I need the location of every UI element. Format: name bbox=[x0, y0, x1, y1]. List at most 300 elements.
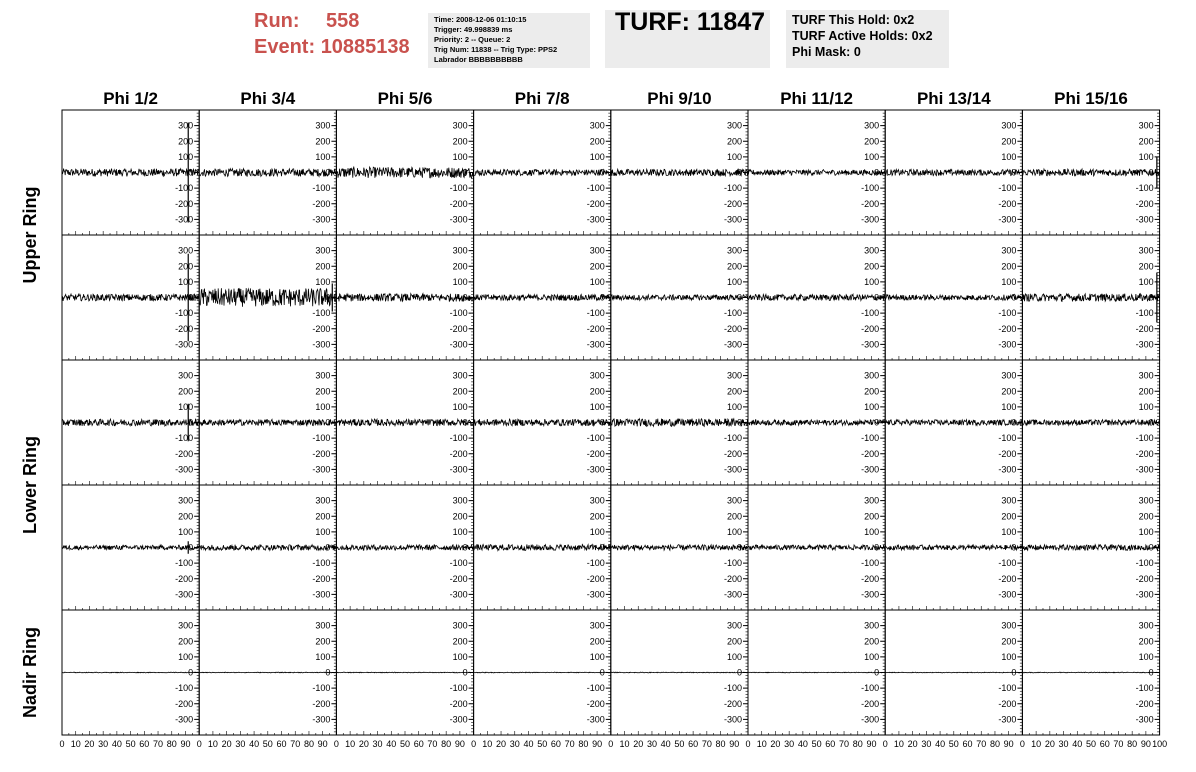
y-tick-label: 200 bbox=[1138, 386, 1154, 397]
y-tick-label: -200 bbox=[449, 323, 468, 334]
y-tick-label: 300 bbox=[1001, 370, 1017, 381]
y-tick-label: 200 bbox=[589, 261, 605, 272]
x-tick-label: 30 bbox=[1058, 739, 1069, 749]
y-tick-label: 100 bbox=[315, 526, 331, 537]
x-tick-label: 60 bbox=[139, 739, 150, 749]
x-tick-label: 60 bbox=[550, 739, 561, 749]
y-tick-label: 200 bbox=[315, 386, 331, 397]
y-tick-label: 0 bbox=[736, 667, 742, 678]
x-tick-label: 0 bbox=[608, 739, 614, 749]
x-tick-label: 20 bbox=[633, 739, 644, 749]
x-tick-label: 30 bbox=[372, 739, 383, 749]
waveform-trace bbox=[474, 544, 611, 550]
x-tick-label: 90 bbox=[454, 739, 465, 749]
x-tick-label: 60 bbox=[276, 739, 287, 749]
y-tick-label: 100 bbox=[726, 401, 742, 412]
x-tick-label: 100 bbox=[1152, 739, 1168, 749]
y-tick-label: 100 bbox=[864, 151, 880, 162]
x-tick-label: 30 bbox=[98, 739, 109, 749]
trigger-priority: Priority: 2 -- Queue: 2 bbox=[434, 35, 511, 44]
y-tick-label: 200 bbox=[726, 386, 742, 397]
x-tick-label: 70 bbox=[1113, 739, 1124, 749]
y-tick-label: -200 bbox=[998, 198, 1017, 209]
y-tick-label: -100 bbox=[175, 183, 194, 194]
y-tick-label: -200 bbox=[998, 448, 1017, 459]
waveform-trace bbox=[1022, 542, 1159, 553]
y-tick-label: 300 bbox=[452, 370, 468, 381]
y-tick-label: -100 bbox=[175, 683, 194, 694]
y-tick-label: 200 bbox=[864, 136, 880, 147]
y-tick-label: 300 bbox=[178, 120, 194, 131]
run-value: 558 bbox=[326, 10, 360, 32]
y-tick-label: -100 bbox=[723, 433, 742, 444]
y-tick-label: -200 bbox=[1135, 323, 1154, 334]
y-tick-label: 0 bbox=[736, 417, 742, 428]
x-tick-label: 80 bbox=[1127, 739, 1138, 749]
y-tick-label: 200 bbox=[178, 136, 194, 147]
y-tick-label: -100 bbox=[861, 183, 880, 194]
y-tick-label: 0 bbox=[188, 667, 194, 678]
y-tick-label: -300 bbox=[998, 339, 1017, 350]
y-tick-label: -300 bbox=[449, 714, 468, 725]
y-tick-label: 300 bbox=[178, 370, 194, 381]
y-tick-label: 0 bbox=[325, 667, 331, 678]
y-tick-label: 0 bbox=[1011, 167, 1017, 178]
x-tick-label: 30 bbox=[509, 739, 520, 749]
y-tick-label: -100 bbox=[449, 558, 468, 569]
waveform-trace bbox=[62, 419, 199, 426]
y-tick-label: -100 bbox=[1135, 433, 1154, 444]
x-tick-label: 0 bbox=[333, 739, 339, 749]
y-tick-label: 100 bbox=[589, 526, 605, 537]
y-tick-label: -300 bbox=[586, 589, 605, 600]
waveform-trace bbox=[611, 292, 748, 303]
waveform-trace bbox=[611, 542, 748, 553]
waveform-trace bbox=[611, 672, 748, 673]
x-tick-label: 50 bbox=[674, 739, 685, 749]
y-tick-label: -100 bbox=[175, 558, 194, 569]
y-tick-label: -200 bbox=[175, 448, 194, 459]
waveform-trace bbox=[199, 169, 336, 177]
y-tick-label: 300 bbox=[864, 120, 880, 131]
y-tick-label: 100 bbox=[726, 151, 742, 162]
phi-mask: Phi Mask: 0 bbox=[792, 45, 861, 59]
x-tick-label: 90 bbox=[592, 739, 603, 749]
x-tick-label: 30 bbox=[784, 739, 795, 749]
x-tick-label: 0 bbox=[1019, 739, 1025, 749]
x-tick-label: 20 bbox=[84, 739, 95, 749]
waveform-trace bbox=[199, 288, 336, 307]
waveform-trace bbox=[748, 294, 885, 300]
y-tick-label: -200 bbox=[449, 198, 468, 209]
y-tick-label: 0 bbox=[599, 667, 605, 678]
y-tick-label: 100 bbox=[589, 651, 605, 662]
y-tick-label: -300 bbox=[998, 214, 1017, 225]
y-tick-label: 200 bbox=[589, 636, 605, 647]
y-tick-label: -100 bbox=[175, 433, 194, 444]
y-tick-label: 100 bbox=[452, 276, 468, 287]
y-tick-label: 300 bbox=[1001, 620, 1017, 631]
waveform-trace bbox=[62, 294, 199, 301]
y-tick-label: -300 bbox=[861, 464, 880, 475]
y-tick-label: 100 bbox=[726, 276, 742, 287]
y-tick-label: 200 bbox=[864, 511, 880, 522]
y-tick-label: 300 bbox=[589, 120, 605, 131]
x-tick-label: 60 bbox=[688, 739, 699, 749]
waveform-trace bbox=[1022, 672, 1159, 673]
y-tick-label: 200 bbox=[1138, 136, 1154, 147]
y-tick-label: 200 bbox=[452, 261, 468, 272]
y-tick-label: -300 bbox=[723, 464, 742, 475]
y-tick-label: 200 bbox=[452, 511, 468, 522]
y-tick-label: -200 bbox=[175, 698, 194, 709]
x-tick-label: 30 bbox=[646, 739, 657, 749]
y-tick-label: -200 bbox=[449, 573, 468, 584]
y-tick-label: -200 bbox=[449, 698, 468, 709]
x-tick-label: 80 bbox=[852, 739, 863, 749]
y-tick-label: -100 bbox=[998, 308, 1017, 319]
y-tick-label: 100 bbox=[589, 401, 605, 412]
y-tick-label: 200 bbox=[726, 636, 742, 647]
x-tick-label: 20 bbox=[496, 739, 507, 749]
y-tick-label: 200 bbox=[452, 636, 468, 647]
column-label-1: Phi 1/2 bbox=[103, 89, 159, 108]
y-tick-label: 100 bbox=[315, 151, 331, 162]
x-tick-label: 50 bbox=[811, 739, 822, 749]
y-tick-label: 300 bbox=[315, 620, 331, 631]
y-tick-label: 300 bbox=[1001, 495, 1017, 506]
y-tick-label: 200 bbox=[726, 136, 742, 147]
y-tick-label: 0 bbox=[1148, 292, 1154, 303]
y-tick-label: -200 bbox=[312, 448, 331, 459]
waveform-trace bbox=[885, 417, 1022, 428]
y-tick-label: 0 bbox=[325, 417, 331, 428]
y-tick-label: 0 bbox=[325, 167, 331, 178]
y-tick-label: -200 bbox=[586, 448, 605, 459]
y-tick-label: 0 bbox=[462, 667, 468, 678]
x-tick-label: 90 bbox=[866, 739, 877, 749]
y-tick-label: 0 bbox=[325, 542, 331, 553]
y-tick-label: 0 bbox=[736, 167, 742, 178]
y-tick-label: 100 bbox=[726, 526, 742, 537]
x-tick-label: 90 bbox=[317, 739, 328, 749]
x-tick-label: 60 bbox=[825, 739, 836, 749]
x-tick-label: 40 bbox=[249, 739, 260, 749]
y-tick-label: -300 bbox=[175, 589, 194, 600]
y-tick-label: 100 bbox=[589, 151, 605, 162]
waveform-trace bbox=[748, 167, 885, 178]
y-tick-label: -200 bbox=[1135, 573, 1154, 584]
trigger-number: Trig Num: 11838 -- Trig Type: PPS2 bbox=[434, 45, 558, 54]
y-tick-label: 100 bbox=[1001, 526, 1017, 537]
y-tick-label: -100 bbox=[861, 558, 880, 569]
x-tick-label: 70 bbox=[701, 739, 712, 749]
y-tick-label: -200 bbox=[723, 198, 742, 209]
y-tick-label: 300 bbox=[1001, 245, 1017, 256]
y-tick-label: 200 bbox=[864, 636, 880, 647]
waveform-trace bbox=[748, 417, 885, 428]
y-tick-label: 100 bbox=[1138, 276, 1154, 287]
ring-label-3: Nadir Ring bbox=[20, 626, 40, 719]
x-tick-label: 90 bbox=[729, 739, 740, 749]
y-tick-label: 200 bbox=[178, 636, 194, 647]
y-tick-label: 0 bbox=[599, 167, 605, 178]
x-tick-label: 50 bbox=[125, 739, 136, 749]
y-tick-label: 200 bbox=[178, 511, 194, 522]
y-tick-label: 300 bbox=[315, 245, 331, 256]
y-tick-label: 300 bbox=[452, 245, 468, 256]
waveform-trace bbox=[199, 672, 336, 673]
y-tick-label: -200 bbox=[175, 573, 194, 584]
y-tick-label: -200 bbox=[1135, 448, 1154, 459]
y-tick-label: -300 bbox=[1135, 464, 1154, 475]
x-tick-label: 40 bbox=[1072, 739, 1083, 749]
waveform-trace bbox=[199, 542, 336, 553]
waveform-trace bbox=[1022, 417, 1159, 428]
column-label-3: Phi 5/6 bbox=[377, 89, 433, 108]
y-tick-label: 100 bbox=[589, 276, 605, 287]
y-tick-label: -100 bbox=[312, 683, 331, 694]
column-label-8: Phi 15/16 bbox=[1054, 89, 1128, 108]
y-tick-label: -200 bbox=[998, 698, 1017, 709]
y-tick-label: 300 bbox=[1138, 495, 1154, 506]
y-tick-label: 300 bbox=[726, 120, 742, 131]
x-tick-label: 80 bbox=[303, 739, 314, 749]
x-tick-label: 20 bbox=[221, 739, 232, 749]
y-tick-label: -300 bbox=[861, 339, 880, 350]
y-tick-label: 200 bbox=[726, 511, 742, 522]
x-tick-label: 20 bbox=[907, 739, 918, 749]
y-tick-label: -200 bbox=[723, 323, 742, 334]
y-tick-label: -300 bbox=[312, 714, 331, 725]
x-tick-label: 40 bbox=[935, 739, 946, 749]
y-tick-label: 100 bbox=[1138, 151, 1154, 162]
y-tick-label: -300 bbox=[449, 214, 468, 225]
y-tick-label: 300 bbox=[726, 495, 742, 506]
y-tick-label: -100 bbox=[586, 558, 605, 569]
y-tick-label: 0 bbox=[1011, 417, 1017, 428]
y-tick-label: -300 bbox=[723, 714, 742, 725]
x-tick-label: 90 bbox=[1140, 739, 1151, 749]
y-tick-label: -100 bbox=[1135, 308, 1154, 319]
waveform-trace bbox=[748, 545, 885, 550]
column-label-7: Phi 13/14 bbox=[916, 89, 991, 108]
y-tick-label: 100 bbox=[315, 401, 331, 412]
y-tick-label: 200 bbox=[589, 386, 605, 397]
waveform-trace bbox=[336, 672, 473, 673]
y-tick-label: 100 bbox=[1001, 276, 1017, 287]
y-tick-label: -300 bbox=[1135, 339, 1154, 350]
y-tick-label: -200 bbox=[861, 323, 880, 334]
column-label-5: Phi 9/10 bbox=[647, 89, 712, 108]
y-tick-label: -200 bbox=[312, 323, 331, 334]
y-tick-label: -300 bbox=[449, 464, 468, 475]
y-tick-label: -200 bbox=[723, 448, 742, 459]
y-tick-label: 100 bbox=[178, 526, 194, 537]
y-tick-label: 0 bbox=[736, 542, 742, 553]
column-label-6: Phi 11/12 bbox=[780, 89, 853, 108]
turf-active-holds: TURF Active Holds: 0x2 bbox=[792, 29, 933, 43]
y-tick-label: -300 bbox=[1135, 589, 1154, 600]
y-tick-label: 200 bbox=[1138, 511, 1154, 522]
y-tick-label: -300 bbox=[586, 214, 605, 225]
x-tick-label: 80 bbox=[989, 739, 1000, 749]
x-tick-label: 70 bbox=[564, 739, 575, 749]
y-tick-label: 100 bbox=[1001, 651, 1017, 662]
x-tick-label: 90 bbox=[1003, 739, 1014, 749]
y-tick-label: 300 bbox=[178, 620, 194, 631]
y-tick-label: -100 bbox=[449, 183, 468, 194]
x-tick-label: 40 bbox=[797, 739, 808, 749]
x-tick-label: 50 bbox=[399, 739, 411, 749]
y-tick-label: -100 bbox=[723, 183, 742, 194]
y-tick-label: -200 bbox=[723, 698, 742, 709]
waveform-trace bbox=[748, 672, 885, 673]
y-tick-label: -200 bbox=[312, 198, 331, 209]
x-tick-label: 90 bbox=[180, 739, 191, 749]
x-tick-label: 10 bbox=[482, 739, 493, 749]
y-tick-label: -200 bbox=[449, 448, 468, 459]
waveform-trace bbox=[611, 169, 748, 176]
x-tick-label: 10 bbox=[893, 739, 904, 749]
y-tick-label: 0 bbox=[599, 542, 605, 553]
y-tick-label: 0 bbox=[874, 167, 880, 178]
y-tick-label: 200 bbox=[864, 386, 880, 397]
x-tick-label: 70 bbox=[153, 739, 164, 749]
waveform-trace bbox=[885, 169, 1022, 175]
waveform-trace bbox=[885, 292, 1022, 303]
y-tick-label: 200 bbox=[589, 511, 605, 522]
y-tick-label: -100 bbox=[1135, 683, 1154, 694]
y-tick-label: 100 bbox=[1138, 651, 1154, 662]
y-tick-label: 300 bbox=[315, 120, 331, 131]
trigger-period: Trigger: 49.998839 ms bbox=[434, 25, 513, 34]
y-tick-label: -100 bbox=[312, 558, 331, 569]
y-tick-label: -200 bbox=[1135, 198, 1154, 209]
y-tick-label: -300 bbox=[175, 464, 194, 475]
y-tick-label: -300 bbox=[723, 214, 742, 225]
y-tick-label: -100 bbox=[312, 433, 331, 444]
y-tick-label: 0 bbox=[325, 292, 331, 303]
y-tick-label: -200 bbox=[175, 323, 194, 334]
y-tick-label: 300 bbox=[589, 495, 605, 506]
y-tick-label: 200 bbox=[452, 136, 468, 147]
y-tick-label: -300 bbox=[449, 339, 468, 350]
y-tick-label: 100 bbox=[452, 401, 468, 412]
x-tick-label: 40 bbox=[523, 739, 534, 749]
y-tick-label: -300 bbox=[1135, 714, 1154, 725]
y-tick-label: -100 bbox=[312, 308, 331, 319]
y-tick-label: 100 bbox=[452, 151, 468, 162]
y-tick-label: -300 bbox=[998, 589, 1017, 600]
y-tick-label: -200 bbox=[586, 323, 605, 334]
y-tick-label: 300 bbox=[726, 245, 742, 256]
y-tick-label: -300 bbox=[586, 464, 605, 475]
y-tick-label: -200 bbox=[723, 573, 742, 584]
y-tick-label: 300 bbox=[1138, 120, 1154, 131]
x-tick-label: 50 bbox=[537, 739, 548, 749]
y-tick-label: 300 bbox=[1138, 370, 1154, 381]
y-tick-label: -200 bbox=[586, 198, 605, 209]
x-tick-label: 10 bbox=[619, 739, 630, 749]
y-tick-label: 100 bbox=[315, 276, 331, 287]
y-tick-label: 0 bbox=[874, 417, 880, 428]
y-tick-label: 0 bbox=[1148, 417, 1154, 428]
y-tick-label: -300 bbox=[312, 589, 331, 600]
column-label-2: Phi 3/4 bbox=[240, 89, 296, 108]
y-tick-label: 200 bbox=[1138, 261, 1154, 272]
waveform-trace bbox=[336, 542, 473, 553]
y-tick-label: -100 bbox=[998, 433, 1017, 444]
x-tick-label: 20 bbox=[1044, 739, 1055, 749]
y-tick-label: 300 bbox=[589, 620, 605, 631]
x-tick-label: 40 bbox=[111, 739, 122, 749]
y-tick-label: 0 bbox=[874, 292, 880, 303]
y-tick-label: 100 bbox=[864, 526, 880, 537]
waveform-trace bbox=[474, 419, 611, 426]
x-tick-label: 30 bbox=[921, 739, 932, 749]
x-tick-label: 0 bbox=[471, 739, 477, 749]
x-tick-label: 80 bbox=[441, 739, 452, 749]
y-tick-label: -200 bbox=[312, 698, 331, 709]
y-tick-label: -300 bbox=[861, 714, 880, 725]
y-tick-label: -300 bbox=[586, 339, 605, 350]
y-tick-label: 300 bbox=[178, 245, 194, 256]
x-tick-label: 70 bbox=[839, 739, 850, 749]
y-tick-label: 0 bbox=[874, 667, 880, 678]
waveform-trace bbox=[611, 419, 748, 427]
y-tick-label: 0 bbox=[462, 542, 468, 553]
x-tick-label: 20 bbox=[358, 739, 369, 749]
y-tick-label: 300 bbox=[1138, 620, 1154, 631]
y-tick-label: -100 bbox=[998, 683, 1017, 694]
y-tick-label: 0 bbox=[874, 542, 880, 553]
y-tick-label: 0 bbox=[462, 417, 468, 428]
y-tick-label: -300 bbox=[175, 714, 194, 725]
x-tick-label: 60 bbox=[962, 739, 973, 749]
y-tick-label: -300 bbox=[449, 589, 468, 600]
y-tick-label: -300 bbox=[312, 464, 331, 475]
y-tick-label: 300 bbox=[315, 495, 331, 506]
y-tick-label: 200 bbox=[1001, 511, 1017, 522]
x-tick-label: 10 bbox=[207, 739, 218, 749]
x-tick-label: 40 bbox=[660, 739, 671, 749]
y-tick-label: -100 bbox=[586, 433, 605, 444]
y-tick-label: -100 bbox=[998, 558, 1017, 569]
y-tick-label: -300 bbox=[723, 339, 742, 350]
y-tick-label: -300 bbox=[312, 339, 331, 350]
waveform-trace bbox=[1022, 169, 1159, 176]
y-tick-label: 200 bbox=[1001, 386, 1017, 397]
y-tick-label: -200 bbox=[998, 573, 1017, 584]
y-tick-label: 300 bbox=[864, 245, 880, 256]
waveform-trace bbox=[474, 672, 611, 673]
x-tick-label: 50 bbox=[262, 739, 273, 749]
y-tick-label: -200 bbox=[586, 698, 605, 709]
waveform-trace bbox=[336, 419, 473, 426]
y-tick-label: -200 bbox=[861, 573, 880, 584]
waveform-trace bbox=[336, 294, 473, 302]
y-tick-label: 0 bbox=[599, 292, 605, 303]
y-tick-label: 100 bbox=[178, 401, 194, 412]
x-tick-label: 40 bbox=[386, 739, 397, 749]
y-tick-label: 100 bbox=[452, 526, 468, 537]
y-tick-label: -300 bbox=[175, 339, 194, 350]
y-tick-label: 0 bbox=[599, 417, 605, 428]
x-tick-label: 80 bbox=[715, 739, 726, 749]
y-tick-label: -300 bbox=[312, 214, 331, 225]
waveform-trace bbox=[474, 294, 611, 300]
